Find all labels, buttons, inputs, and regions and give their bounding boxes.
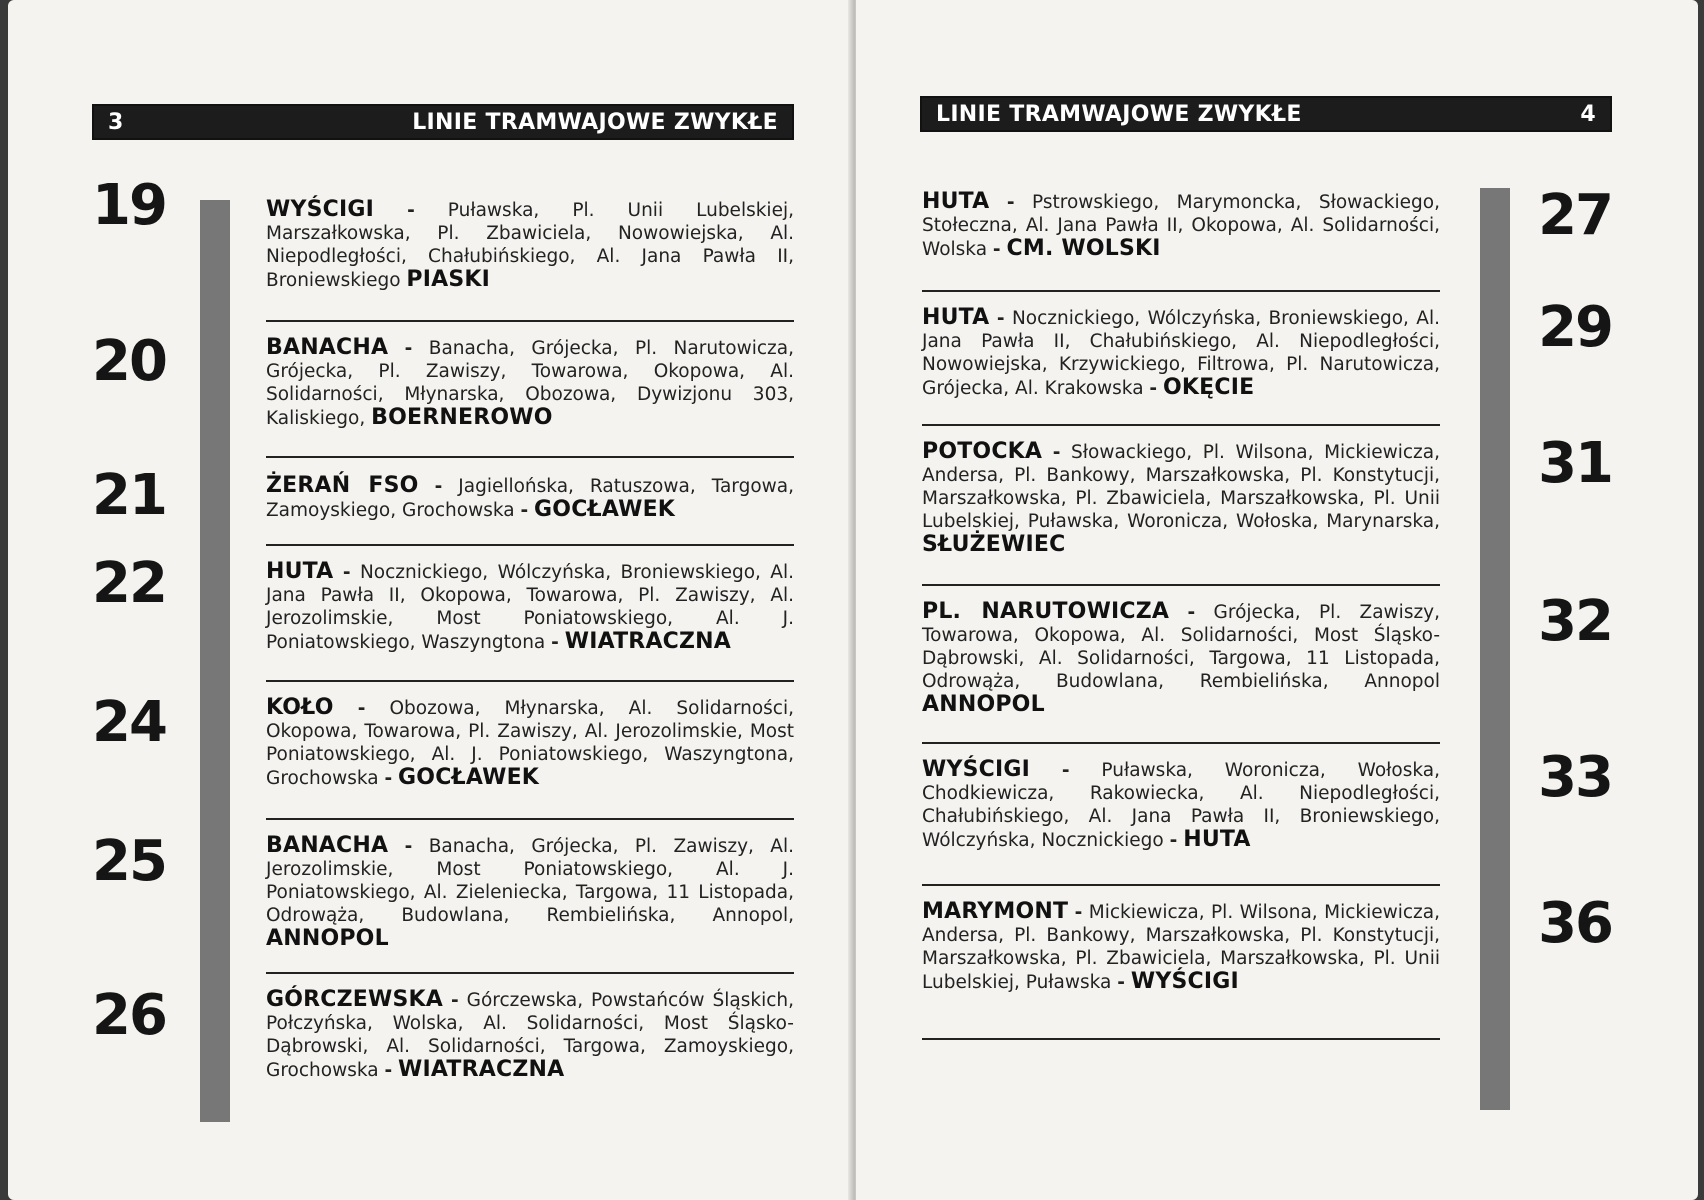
route-streets: Banacha, Grójecka, Pl. Narutowicza, Grójecka, Pl. Zawiszy, Towarowa, Okopowa, Al. Solidarności, Młynarska, Obozowa, Dywizjonu 303, Kaliskiego,	[266, 338, 794, 429]
line-number: 19	[92, 173, 166, 238]
route-streets: Grójecka, Pl. Zawiszy, Towarowa, Okopowa, Al. Solidarności, Most Śląsko-Dąbrowski, Al. Solidarności, Targowa, 11 Listopada, Odrowąża, Budowlana, Rembielińska, Annopol	[922, 602, 1440, 692]
separator-rule	[266, 544, 794, 546]
start-stop: MARYMONT	[922, 899, 1069, 924]
page-number: 3	[108, 109, 124, 135]
start-stop: BANACHA	[266, 833, 389, 858]
line-number: 26	[92, 983, 166, 1048]
separator-rule	[922, 884, 1440, 886]
start-stop: WYŚCIGI	[922, 757, 1031, 782]
start-stop: PL. NARUTOWICZA	[922, 599, 1170, 624]
start-stop: POTOCKA	[922, 439, 1043, 464]
separator-rule	[266, 818, 794, 820]
line-number: 25	[92, 829, 166, 894]
end-stop: ANNOPOL	[922, 692, 1045, 717]
left-page-header	[92, 104, 794, 140]
start-stop: WYŚCIGI	[266, 197, 375, 222]
separator-rule	[922, 584, 1440, 586]
line-number: 21	[92, 463, 166, 528]
separator-rule	[922, 424, 1440, 426]
route-entry: BANACHA - Banacha, Grójecka, Pl. Narutowicza, Grójecka, Pl. Zawiszy, Towarowa, Okopowa, Al. Solidarności, Młynarska, Obozowa, Dywizjonu 303, Kaliskiego, BOERNEROWO	[266, 335, 794, 430]
end-stop: WIATRACZNA	[564, 629, 732, 654]
end-stop: CM. WOLSKI	[1006, 236, 1161, 261]
route-entry: BANACHA - Banacha, Grójecka, Pl. Zawiszy, Al. Jerozolimskie, Most Poniatowskiego, Al. J. Poniatowskiego, Al. Zieleniecka, Targowa, 11 Listopada, Odrowąża, Budowlana, Rembielińska, Annopol, ANNOPOL	[266, 833, 794, 951]
start-stop: HUTA	[266, 559, 334, 584]
route-entry: GÓRCZEWSKA - Górczewska, Powstańców Śląskich, Połczyńska, Wolska, Al. Solidarności, Most Śląsko-Dąbrowski, Al. Solidarności, Targowa, Zamoyskiego, Grochowska - WIATRACZNA	[266, 987, 794, 1082]
start-stop: HUTA	[922, 189, 990, 214]
route-entry: HUTA - Pstrowskiego, Marymoncka, Słowackiego, Stołeczna, Al. Jana Pawła II, Okopowa, Al. Solidarności, Wolska - CM. WOLSKI	[922, 189, 1440, 261]
end-stop: HUTA	[1183, 827, 1251, 852]
separator-rule	[922, 290, 1440, 292]
header-title: LINIE TRAMWAJOWE ZWYKŁE	[412, 109, 778, 135]
left-page	[8, 0, 856, 1200]
separator-rule	[922, 742, 1440, 744]
line-number: 33	[1538, 745, 1612, 810]
vertical-divider-bar	[200, 200, 230, 1122]
end-stop: WIATRACZNA	[398, 1057, 565, 1082]
route-streets: Pstrowskiego, Marymoncka, Słowackiego, Stołeczna, Al. Jana Pawła II, Okopowa, Al. Solidarności, Wolska	[922, 192, 1440, 260]
line-number: 20	[92, 329, 166, 394]
separator-rule	[266, 320, 794, 322]
end-stop: OKĘCIE	[1163, 375, 1255, 400]
line-number: 31	[1538, 431, 1612, 496]
start-stop: HUTA	[922, 305, 990, 330]
end-stop: GOCŁAWEK	[534, 497, 676, 522]
route-entry: PL. NARUTOWICZA - Grójecka, Pl. Zawiszy, Towarowa, Okopowa, Al. Solidarności, Most Śląsko-Dąbrowski, Al. Solidarności, Targowa, 11 Listopada, Odrowąża, Budowlana, Rembielińska, Annopol ANNOPOL	[922, 599, 1440, 717]
route-streets: Banacha, Grójecka, Pl. Zawiszy, Al. Jerozolimskie, Most Poniatowskiego, Al. J. Poniatowskiego, Al. Zieleniecka, Targowa, 11 Listopada, Odrowąża, Budowlana, Rembielińska, Annopol,	[266, 836, 794, 926]
route-streets: Nocznickiego, Wólczyńska, Broniewskiego, Al. Jana Pawła II, Okopowa, Towarowa, Pl. Zawiszy, Al. Jerozolimskie, Most Poniatowskiego, Al. J. Poniatowskiego, Waszyngtona	[266, 562, 794, 653]
route-entry: MARYMONT - Mickiewicza, Pl. Wilsona, Mickiewicza, Andersa, Pl. Bankowy, Marszałkowska, Pl. Konstytucji, Marszałkowska, Pl. Zbawiciela, Marszałkowska, Pl. Unii Lubelskiej, Puławska - WYŚCIGI	[922, 899, 1440, 994]
page-number: 4	[1580, 101, 1596, 127]
route-entry: POTOCKA - Słowackiego, Pl. Wilsona, Mickiewicza, Andersa, Pl. Bankowy, Marszałkowska, Pl. Konstytucji, Marszałkowska, Pl. Zbawiciela, Marszałkowska, Pl. Unii Lubelskiej, Puławska, Woronicza, Wołoska, Marynarska, SŁUŻEWIEC	[922, 439, 1440, 557]
end-stop: GOCŁAWEK	[398, 765, 540, 790]
line-number: 29	[1538, 295, 1612, 360]
route-streets: Górczewska, Powstańców Śląskich, Połczyńska, Wolska, Al. Solidarności, Most Śląsko-Dąbrowski, Al. Solidarności, Targowa, Zamoyskiego, Grochowska	[266, 990, 794, 1081]
start-stop: ŻERAŃ FSO	[266, 473, 419, 498]
line-number: 36	[1538, 891, 1612, 956]
route-streets: Puławska, Pl. Unii Lubelskiej, Marszałkowska, Pl. Zbawiciela, Nowowiejska, Al. Niepodległości, Chałubińskiego, Al. Jana Pawła II, Broniewskiego	[266, 200, 794, 291]
separator-rule	[266, 456, 794, 458]
separator-rule	[266, 680, 794, 682]
end-stop: BOERNEROWO	[371, 405, 553, 430]
route-streets: Obozowa, Młynarska, Al. Solidarności, Okopowa, Towarowa, Pl. Zawiszy, Al. Jerozolimskie, Most Poniatowskiego, Al. J. Poniatowskiego, Waszyngtona, Grochowska	[266, 698, 794, 789]
route-entry: WYŚCIGI - Puławska, Woronicza, Wołoska, Chodkiewicza, Rakowiecka, Al. Niepodległości, Chałubińskiego, Al. Jana Pawła II, Broniewskiego, Wólczyńska, Nocznickiego - HUTA	[922, 757, 1440, 852]
route-streets: Jagiellońska, Ratuszowa, Targowa, Zamoyskiego, Grochowska	[266, 476, 794, 521]
separator-rule	[266, 972, 794, 974]
route-entry: HUTA - Nocznickiego, Wólczyńska, Broniewskiego, Al. Jana Pawła II, Chałubińskiego, Al. Niepodległości, Nowowiejska, Krzywickiego, Filtrowa, Pl. Narutowicza, Grójecka, Al. Krakowska - OKĘCIE	[922, 305, 1440, 400]
right-page	[856, 0, 1698, 1200]
route-entry: WYŚCIGI - Puławska, Pl. Unii Lubelskiej, Marszałkowska, Pl. Zbawiciela, Nowowiejska, Al. Niepodległości, Chałubińskiego, Al. Jana Pawła II, Broniewskiego PIASKI	[266, 197, 794, 292]
line-number: 24	[92, 690, 166, 755]
end-stop: ANNOPOL	[266, 926, 389, 951]
end-stop: WYŚCIGI	[1130, 969, 1239, 994]
route-entry: KOŁO - Obozowa, Młynarska, Al. Solidarności, Okopowa, Towarowa, Pl. Zawiszy, Al. Jerozolimskie, Most Poniatowskiego, Al. J. Poniatowskiego, Waszyngtona, Grochowska - GOCŁAWEK	[266, 695, 794, 790]
line-number: 27	[1538, 183, 1612, 248]
right-page-header	[920, 96, 1612, 132]
route-streets: Nocznickiego, Wólczyńska, Broniewskiego, Al. Jana Pawła II, Chałubińskiego, Al. Niepodległości, Nowowiejska, Krzywickiego, Filtrowa, Pl. Narutowicza, Grójecka, Al. Krakowska	[922, 308, 1440, 399]
start-stop: BANACHA	[266, 335, 389, 360]
header-title: LINIE TRAMWAJOWE ZWYKŁE	[936, 101, 1302, 127]
line-number: 32	[1538, 589, 1612, 654]
route-streets: Słowackiego, Pl. Wilsona, Mickiewicza, Andersa, Pl. Bankowy, Marszałkowska, Pl. Konstytucji, Marszałkowska, Pl. Zbawiciela, Marszałkowska, Pl. Unii Lubelskiej, Puławska, Woronicza, Wołoska, Marynarska,	[922, 442, 1440, 532]
line-number: 22	[92, 551, 166, 616]
start-stop: KOŁO	[266, 695, 334, 720]
start-stop: GÓRCZEWSKA	[266, 987, 444, 1012]
route-streets: Mickiewicza, Pl. Wilsona, Mickiewicza, Andersa, Pl. Bankowy, Marszałkowska, Pl. Konstytucji, Marszałkowska, Pl. Zbawiciela, Marszałkowska, Pl. Unii Lubelskiej, Puławska	[922, 902, 1440, 993]
end-stop: PIASKI	[406, 267, 491, 292]
route-streets: Puławska, Woronicza, Wołoska, Chodkiewicza, Rakowiecka, Al. Niepodległości, Chałubińskiego, Al. Jana Pawła II, Broniewskiego, Wólczyńska, Nocznickiego	[922, 760, 1440, 851]
separator-rule	[922, 1038, 1440, 1040]
end-stop: SŁUŻEWIEC	[922, 532, 1066, 557]
route-entry: HUTA - Nocznickiego, Wólczyńska, Broniewskiego, Al. Jana Pawła II, Okopowa, Towarowa, Pl. Zawiszy, Al. Jerozolimskie, Most Poniatowskiego, Al. J. Poniatowskiego, Waszyngtona - WIATRACZNA	[266, 559, 794, 654]
route-entry: ŻERAŃ FSO - Jagiellońska, Ratuszowa, Targowa, Zamoyskiego, Grochowska - GOCŁAWEK	[266, 473, 794, 522]
